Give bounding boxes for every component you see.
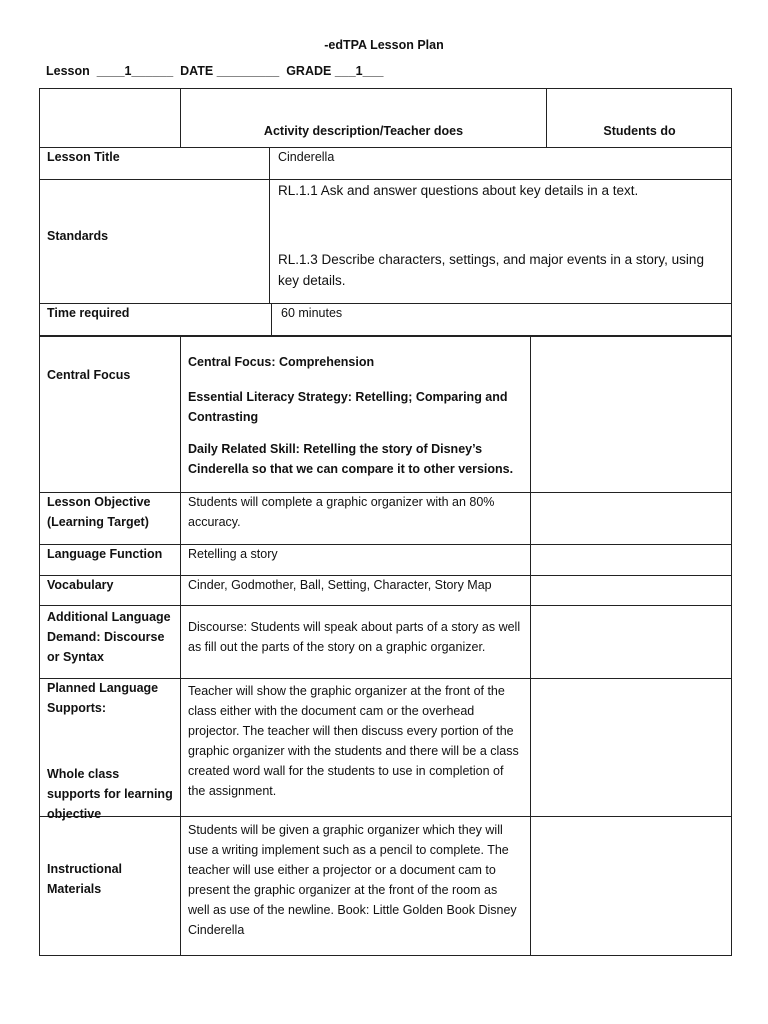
language-function-label: Language Function <box>47 547 163 561</box>
table2-row-divider <box>39 605 732 606</box>
essential-literacy-strategy: Essential Literacy Strategy: Retelling; Comparing and Contrasting <box>188 390 508 424</box>
time-required-value: 60 minutes <box>281 306 343 320</box>
table1-row-divider <box>39 303 732 304</box>
lesson-title-value: Cinderella <box>278 150 335 164</box>
lesson-objective-label: Lesson Objective (Learning Target) <box>47 495 151 529</box>
language-function-value: Retelling a story <box>188 547 278 561</box>
lesson-title-label: Lesson Title <box>47 150 120 164</box>
time-required-label: Time required <box>47 306 130 320</box>
document-title: -edTPA Lesson Plan <box>324 38 444 52</box>
whole-class-supports-label: Whole class supports for learning objective <box>47 767 173 821</box>
standard-rl-1-3: RL.1.3 Describe characters, settings, and major events in a story, using key details. <box>278 252 704 288</box>
central-focus-comprehension: Central Focus: Comprehension <box>188 355 375 369</box>
lesson-meta-line: Lesson ____1______ DATE _________ GRADE ___1___ <box>46 64 384 78</box>
instructional-materials-label: Instructional Materials <box>47 862 123 896</box>
additional-language-demand-label: Additional Language Demand: Discourse or Syntax <box>47 610 171 664</box>
standard-rl-1-1: RL.1.1 Ask and answer questions about key details in a text. <box>278 183 639 198</box>
table2-col-divider <box>180 336 181 956</box>
additional-language-demand-value: Discourse: Students will speak about parts of a story as well as fill out the parts of the story on a graphic organizer. <box>188 620 521 654</box>
vocabulary-label: Vocabulary <box>47 578 114 592</box>
table1-col-divider <box>271 303 272 336</box>
table1-col-divider <box>269 147 270 303</box>
standards-label: Standards <box>47 229 109 243</box>
central-focus-label: Central Focus <box>47 368 131 382</box>
lesson-objective-value: Students will complete a graphic organizer with an 80% accuracy. <box>188 495 495 529</box>
vocabulary-value: Cinder, Godmother, Ball, Setting, Character, Story Map <box>188 578 492 592</box>
planned-language-supports-label: Planned Language Supports: <box>47 681 159 715</box>
column-header-activity: Activity description/Teacher does <box>263 124 464 138</box>
table2-col-divider <box>530 336 531 956</box>
column-header-students: Students do <box>603 124 676 138</box>
table1-row-divider <box>39 147 732 148</box>
instructional-materials-value: Students will be given a graphic organizer which they will use a writing implement such as a pencil to complete. The teacher will use either a projector or a document cam to present the graphic organizer at the front of the room as well as use of the newline. Book: Little Golden Book Disney Cinderella <box>188 823 517 937</box>
planned-language-supports-value: Teacher will show the graphic organizer at the front of the class either with the document cam or the overhead projector. The teacher will then discuss every portion of the graphic organizer with the students and there will be a class created word wall for the students to use in completion of the assignment. <box>188 684 519 798</box>
daily-related-skill: Daily Related Skill: Retelling the story of Disney’s Cinderella so that we can compare it to other versions. <box>188 442 514 476</box>
